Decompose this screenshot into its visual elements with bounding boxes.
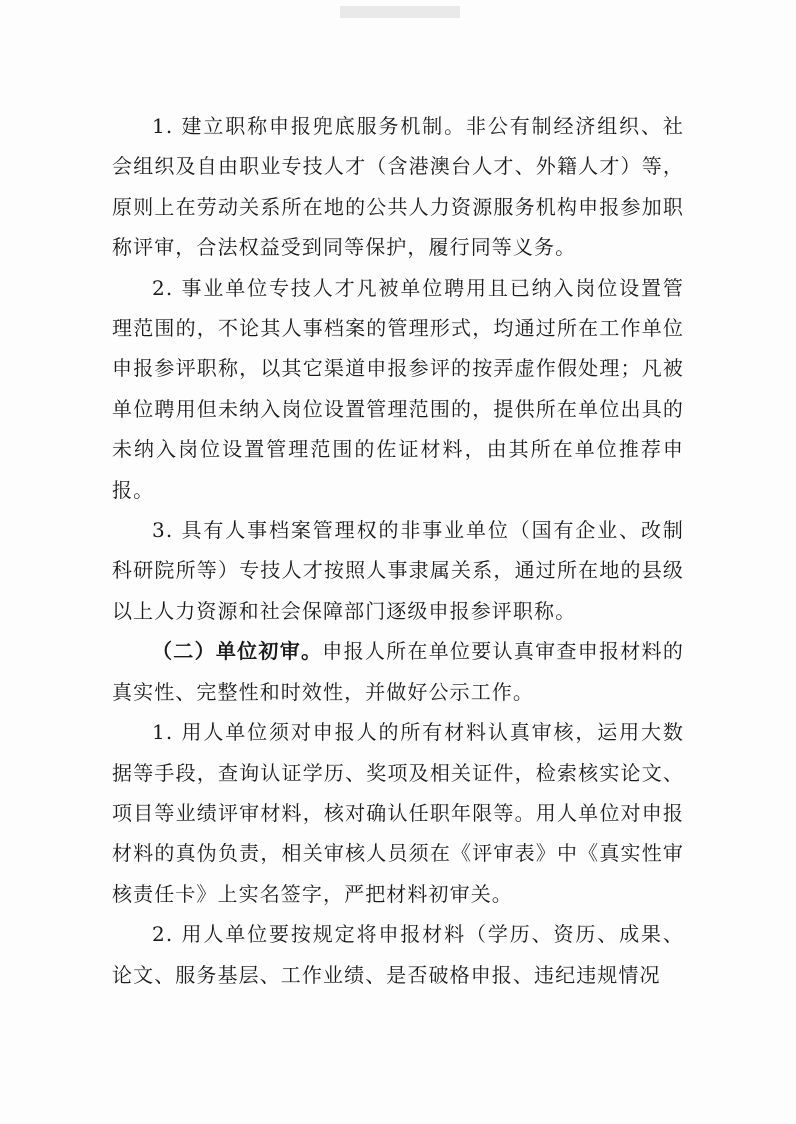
paragraph-5: 1. 用人单位须对申报人的所有材料认真审核，运用大数据等手段，查询认证学历、奖项及相关证件，检索核实论文、项目等业绩评审材料，核对确认任职年限等。用人单位对申报材料的真伪负责，相关审核人员须在《评审表》中《真实性审核责任卡》上实名签字，严把材料初审关。	[112, 720, 684, 906]
scan-artifact	[340, 6, 460, 18]
section-heading: （二）单位初审。	[152, 639, 323, 664]
paragraph-4	[112, 631, 684, 712]
paragraph-3: 3. 具有人事档案管理权的非事业单位（国有企业、改制科研院所等）专技人才按照人事隶属关系，通过所在地的县级以上人力资源和社会保障部门逐级申报参评职称。	[112, 518, 684, 623]
paragraph-4-text: 申报人所在单位要认真审查申报材料的真实性、完整性和时效性，并做好公示工作。	[112, 639, 684, 704]
paragraph-1: 1. 建立职称申报兜底服务机制。非公有制经济组织、社会组织及自由职业专技人才（含港澳台人才、外籍人才）等，原则上在劳动关系所在地的公共人力资源服务机构申报参加职称评审，合法权益受到同等保护，履行同等义务。	[112, 114, 684, 260]
document-body	[112, 106, 684, 995]
paragraph-2: 2. 事业单位专技人才凡被单位聘用且已纳入岗位设置管理范围的，不论其人事档案的管理形式，均通过所在工作单位申报参评职称，以其它渠道申报参评的按弄虚作假处理；凡被单位聘用但未纳入岗位设置管理范围的，提供所在单位出具的未纳入岗位设置管理范围的佐证材料，由其所在单位推荐申报。	[112, 275, 684, 502]
paragraph-6: 2. 用人单位要按规定将申报材料（学历、资历、成果、论文、服务基层、工作业绩、是否破格申报、违纪违规情况	[112, 922, 684, 987]
